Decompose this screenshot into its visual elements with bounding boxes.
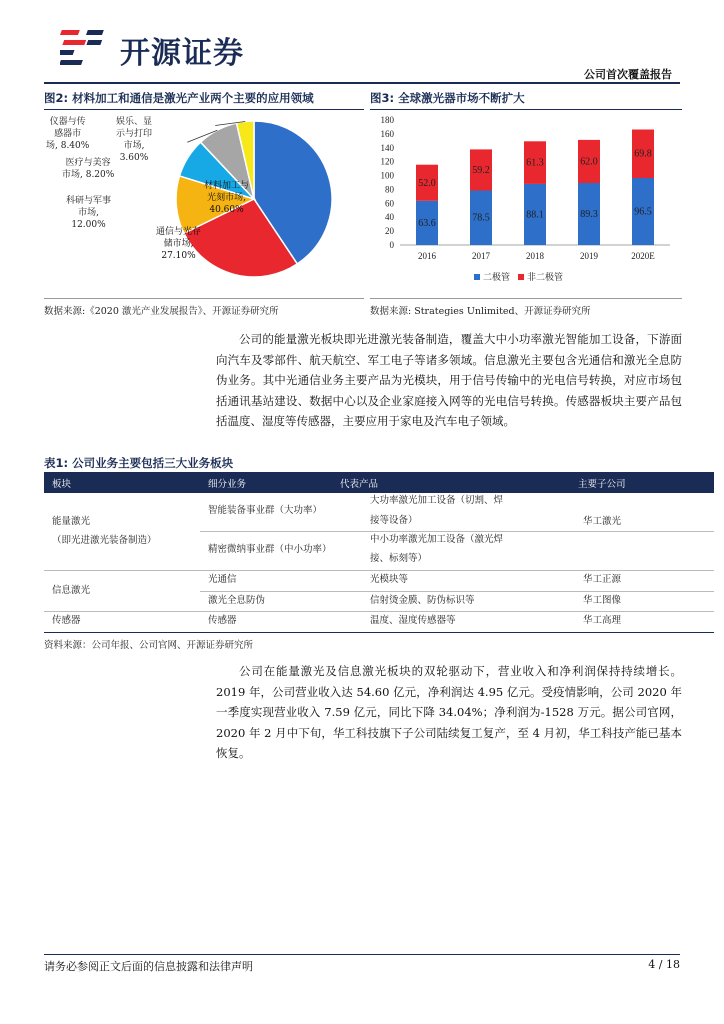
brand-logo-mark xyxy=(60,24,112,68)
table1-product-2b: 接、标刻等） xyxy=(370,553,428,564)
y-tick-label: 140 xyxy=(380,142,394,153)
table1-source: 资料来源：公司年报、公司官网、开源证券研究所 xyxy=(44,640,254,651)
table1-product-2a: 中小功率激光加工设备（激光焊 xyxy=(370,534,504,545)
y-tick-label: 120 xyxy=(380,156,394,167)
pie-label-line: 12.00% xyxy=(71,220,106,230)
bar-chart xyxy=(370,112,682,297)
figure2-source-rule xyxy=(44,298,364,299)
pie-slice-label xyxy=(156,226,201,262)
y-tick-label: 20 xyxy=(385,226,394,237)
bar-value-label: 96.5 xyxy=(634,206,652,218)
bar-value-label: 89.3 xyxy=(580,209,598,220)
table1-header xyxy=(44,472,714,493)
pie-label-line: 光刻市场, xyxy=(207,193,246,203)
brand-name: 开源证券 xyxy=(120,36,244,71)
table1-product-1b: 接等设备） xyxy=(370,515,418,526)
pie-label-line: 40.60% xyxy=(209,205,244,215)
table1-segment-energy: 能量激光 xyxy=(52,516,91,527)
y-tick-label: 40 xyxy=(385,212,394,223)
x-tick-label: 2017 xyxy=(472,251,490,261)
pie-label-line: 感器市 xyxy=(54,129,82,139)
table1-company-1: 华工激光 xyxy=(583,516,622,527)
footer-disclaimer: 请务必参阅正文后面的信息披露和法律声明 xyxy=(44,960,253,973)
figure3-title-rule xyxy=(370,109,682,110)
report-type: 公司首次覆盖报告 xyxy=(584,68,672,81)
y-tick-label: 0 xyxy=(389,240,394,250)
pie-label-line: 3.60% xyxy=(119,153,149,163)
pie-label-line: 27.10% xyxy=(161,251,196,261)
pie-slice-label xyxy=(116,116,152,164)
table1-segment-sensor: 传感器 xyxy=(52,615,81,626)
page-number: 4 / 18 xyxy=(648,958,680,971)
bar-value-label: 69.8 xyxy=(634,148,652,160)
x-tick-label: 2020E xyxy=(631,251,655,261)
pie-slice-label xyxy=(204,180,249,216)
footer-divider xyxy=(44,954,680,955)
table1-sub-4: 激光全息防伪 xyxy=(208,595,266,606)
pie-label-line: 市场, xyxy=(78,208,99,218)
figure2-title-rule xyxy=(44,109,364,110)
pie-slice-label xyxy=(62,157,114,181)
y-tick-label: 160 xyxy=(380,128,394,139)
pie-label-line: 储市场, xyxy=(163,239,194,249)
x-tick-label: 2018 xyxy=(526,251,544,261)
legend-swatch xyxy=(518,274,524,280)
x-tick-label: 2016 xyxy=(418,251,436,261)
legend-label: 非二极管 xyxy=(527,272,564,282)
y-tick-label: 100 xyxy=(380,170,394,181)
figure3-source: 数据来源: Strategies Unlimited、开源证券研究所 xyxy=(370,306,591,317)
table1-segment-energy-note: （即光进激光装备制造） xyxy=(52,535,157,546)
body-paragraph-2: 公司在能量激光及信息激光板块的双轮驱动下，营业收入和净利润保持持续增长。2019 年，公司营业收入达 54.60 亿元，净利润达 4.95 亿元。受疫情影响，公司 2020 年一季度实现营业收入 7.59 亿元，同比下降 34.04%；净利润为-1528 万元。据公司官网，2020 年 2 月中下旬，华工科技旗下子公司陆续复工复产，至 4 月初，华工科技产能已基本恢复。 xyxy=(216,664,682,760)
brand-logo xyxy=(60,24,270,71)
figure2-source: 数据来源:《2020 激光产业发展报告》、开源证券研究所 xyxy=(44,306,279,317)
table1-sub-5: 传感器 xyxy=(208,615,237,626)
table1-product-4: 信射烫金膜、防伪标识等 xyxy=(370,595,475,606)
pie-slice-label xyxy=(66,195,111,231)
pie-label-line: 科研与军事 xyxy=(66,196,112,206)
table1-header-product: 代表产品 xyxy=(340,479,379,490)
x-tick-label: 2019 xyxy=(580,251,598,261)
table1-product-3: 光模块等 xyxy=(370,574,409,585)
table1-sub-2: 精密微纳事业群（中小功率） xyxy=(208,544,332,555)
table1-company-4: 华工图像 xyxy=(583,595,622,606)
pie-slice-label xyxy=(46,116,89,152)
table1-bottom-rule xyxy=(44,632,714,633)
legend-swatch xyxy=(474,274,480,280)
bar-value-label: 63.6 xyxy=(418,217,436,229)
y-tick-label: 180 xyxy=(380,115,394,125)
pie-label-line: 材料加工与 xyxy=(204,181,250,191)
table1-header-segment: 板块 xyxy=(52,479,72,490)
y-tick-label: 80 xyxy=(385,184,394,195)
pie-label-line: 市场, xyxy=(123,141,145,151)
body-paragraph-1: 公司的能量激光板块即光进激光装备制造，覆盖大中小功率激光智能加工设备，下游面向汽车及零部件、航天航空、军工电子等诸多领域。信息激光主要包含光通信和激光全息防伪业务。其中光通信业务主要产品为光模块，用于信号传输中的光电信号转换，对应市场包括通讯基站建设、数据中心以及企业家庭接入网等的光电信号转换。传感器板块主要产品包括温度、湿度等传感器，主要应用于家电及汽车电子领域。 xyxy=(216,332,682,428)
pie-label-line: 医疗与美容 xyxy=(65,158,111,168)
figure3-source-rule xyxy=(370,298,682,299)
y-tick-label: 60 xyxy=(385,198,394,209)
table1-company-5: 华工高理 xyxy=(583,615,622,626)
bar-value-label: 52.0 xyxy=(418,177,436,189)
pie-label-line: 娱乐、显 xyxy=(116,117,153,127)
bar-value-label: 78.5 xyxy=(472,212,490,224)
pie-label-line: 场, 8.40% xyxy=(46,141,90,151)
table1-company-3: 华工正源 xyxy=(583,574,622,585)
pie-label-line: 通信与光存 xyxy=(156,227,202,237)
table1-product-5: 温度、湿度传感器等 xyxy=(370,615,456,626)
pie-label-line: 市场, 8.20% xyxy=(62,170,115,180)
table1-sub-1: 智能装备事业群（大功率） xyxy=(208,505,323,516)
bar-value-label: 61.3 xyxy=(526,157,544,169)
figure2-title: 图2: 材料加工和通信是激光产业两个主要的应用领域 xyxy=(44,91,314,105)
figure3-title: 图3: 全球激光器市场不断扩大 xyxy=(370,91,525,105)
header-divider xyxy=(44,82,680,84)
pie-label-line: 示与打印 xyxy=(116,129,153,139)
table1-sub-3: 光通信 xyxy=(208,574,237,585)
bar-value-label: 59.2 xyxy=(472,164,490,176)
legend-label: 二极管 xyxy=(483,272,511,282)
table1-title: 表1: 公司业务主要包括三大业务板块 xyxy=(44,456,234,470)
table1-segment-info: 信息激光 xyxy=(52,585,91,596)
table1-header-subbusiness: 细分业务 xyxy=(208,479,247,490)
pie-label-line: 仪器与传 xyxy=(49,117,86,127)
table1-header-company: 主要子公司 xyxy=(578,479,626,490)
table1-product-1a: 大功率激光加工设备（切割、焊 xyxy=(370,495,504,506)
bar-value-label: 62.0 xyxy=(580,156,598,168)
bar-value-label: 88.1 xyxy=(526,209,544,221)
